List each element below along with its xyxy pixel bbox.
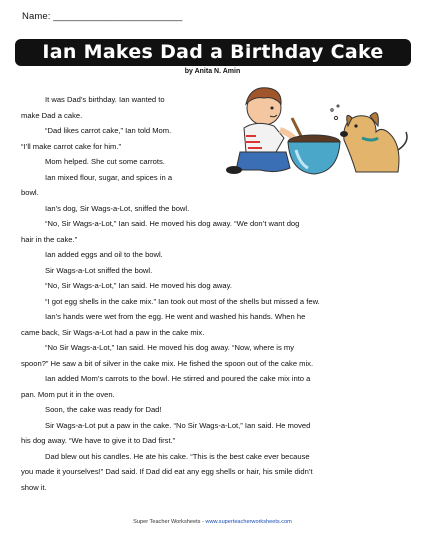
name-field-label: Name: ________________________ bbox=[22, 11, 183, 22]
story-line-text: came back, Sir Wags-a-Lot had a paw in the cake mix. bbox=[21, 327, 205, 337]
story-line-text: show it. bbox=[21, 482, 47, 492]
story-line bbox=[21, 154, 413, 170]
story-line-text: Soon, the cake was ready for Dad! bbox=[45, 405, 162, 414]
story-text bbox=[21, 92, 413, 495]
story-line-text: Ian added Mom’s carrots to the bowl. He stirred and poured the cake mix into a bbox=[45, 374, 311, 383]
story-line bbox=[21, 201, 413, 217]
story-line-text: “No, Sir Wags-a-Lot,” Ian said. He moved his dog away. bbox=[45, 281, 232, 290]
title-banner bbox=[15, 39, 411, 66]
story-line-text: “No, Sir Wags-a-Lot,” Ian said. He moved his dog away. “We don’t want dog bbox=[45, 219, 300, 228]
story-line bbox=[21, 402, 413, 418]
story-line bbox=[21, 247, 413, 263]
story-line-text: his dog away. “We have to give it to Dad first.” bbox=[21, 436, 176, 445]
story-line bbox=[21, 356, 413, 372]
story-line-text: pan. Mom put it in the oven. bbox=[21, 389, 115, 399]
story-line bbox=[21, 464, 413, 480]
story-line bbox=[21, 449, 413, 465]
story-line-text: “No Sir Wags-a-Lot,” Ian said. He moved his dog away. “Now, where is my bbox=[45, 343, 294, 352]
story-line bbox=[21, 371, 413, 387]
story-line bbox=[21, 232, 413, 248]
story-line bbox=[21, 480, 413, 496]
story-line bbox=[21, 108, 413, 124]
story-line-text: “Dad likes carrot cake,” Ian told Mom. bbox=[45, 126, 172, 135]
story-line-text: spoon?” He saw a bit of silver in the cake mix. He fished the spoon out of the cake mix. bbox=[21, 358, 314, 368]
story-line-text: Mom helped. She cut some carrots. bbox=[45, 157, 165, 166]
story-line-text: Sir Wags-a-Lot put a paw in the cake. “No Sir Wags-a-Lot,” Ian said. He moved bbox=[45, 420, 311, 430]
story-line-text: It was Dad’s birthday. Ian wanted to bbox=[45, 95, 165, 104]
story-line-text: hair in the cake.” bbox=[21, 234, 78, 244]
story-line-text: Sir Wags-a-Lot sniffed the bowl. bbox=[45, 265, 153, 275]
footer-link[interactable]: www.superteacherworksheets.com bbox=[205, 519, 292, 525]
story-line bbox=[21, 418, 413, 434]
story-line-text: Ian’s hands were wet from the egg. He went and washed his hands. When he bbox=[45, 312, 306, 321]
story-line-text: you made it yourselves!” Dad said. If Dad did eat any egg shells or hair, his smile didn’t bbox=[21, 467, 313, 476]
story-line bbox=[21, 139, 413, 155]
story-line-text: Ian mixed flour, sugar, and spices in a bbox=[45, 172, 173, 182]
story-line-text: “I’ll make carrot cake for him.” bbox=[21, 141, 122, 151]
story-line bbox=[21, 433, 413, 449]
story-line bbox=[21, 309, 413, 325]
story-line-text: bowl. bbox=[21, 188, 39, 197]
story-line bbox=[21, 325, 413, 341]
story-line bbox=[21, 278, 413, 294]
story-line bbox=[21, 170, 413, 186]
page-title: Ian Makes Dad a Birthday Cake bbox=[42, 41, 384, 63]
story-line bbox=[21, 123, 413, 139]
story-line-text: Ian’s dog, Sir Wags-a-Lot, sniffed the bowl. bbox=[45, 203, 190, 213]
story-line bbox=[21, 185, 413, 201]
story-line-text: Dad blew out his candles. He ate his cake. “This is the best cake ever because bbox=[45, 451, 310, 461]
story-line bbox=[21, 340, 413, 356]
story-line-text: Ian added eggs and oil to the bowl. bbox=[45, 250, 163, 259]
story-line bbox=[21, 92, 413, 108]
story-line bbox=[21, 263, 413, 279]
story-line bbox=[21, 294, 413, 310]
footer-credit bbox=[0, 519, 425, 525]
story-line-text: “I got egg shells in the cake mix.” Ian took out most of the shells but missed a few. bbox=[45, 296, 320, 306]
story-line-text: make Dad a cake. bbox=[21, 110, 83, 120]
story-line bbox=[21, 216, 413, 232]
author-byline: by Anita N. Amin bbox=[184, 68, 241, 75]
story-line bbox=[21, 387, 413, 403]
footer-prefix: Super Teacher Worksheets - bbox=[133, 519, 206, 525]
